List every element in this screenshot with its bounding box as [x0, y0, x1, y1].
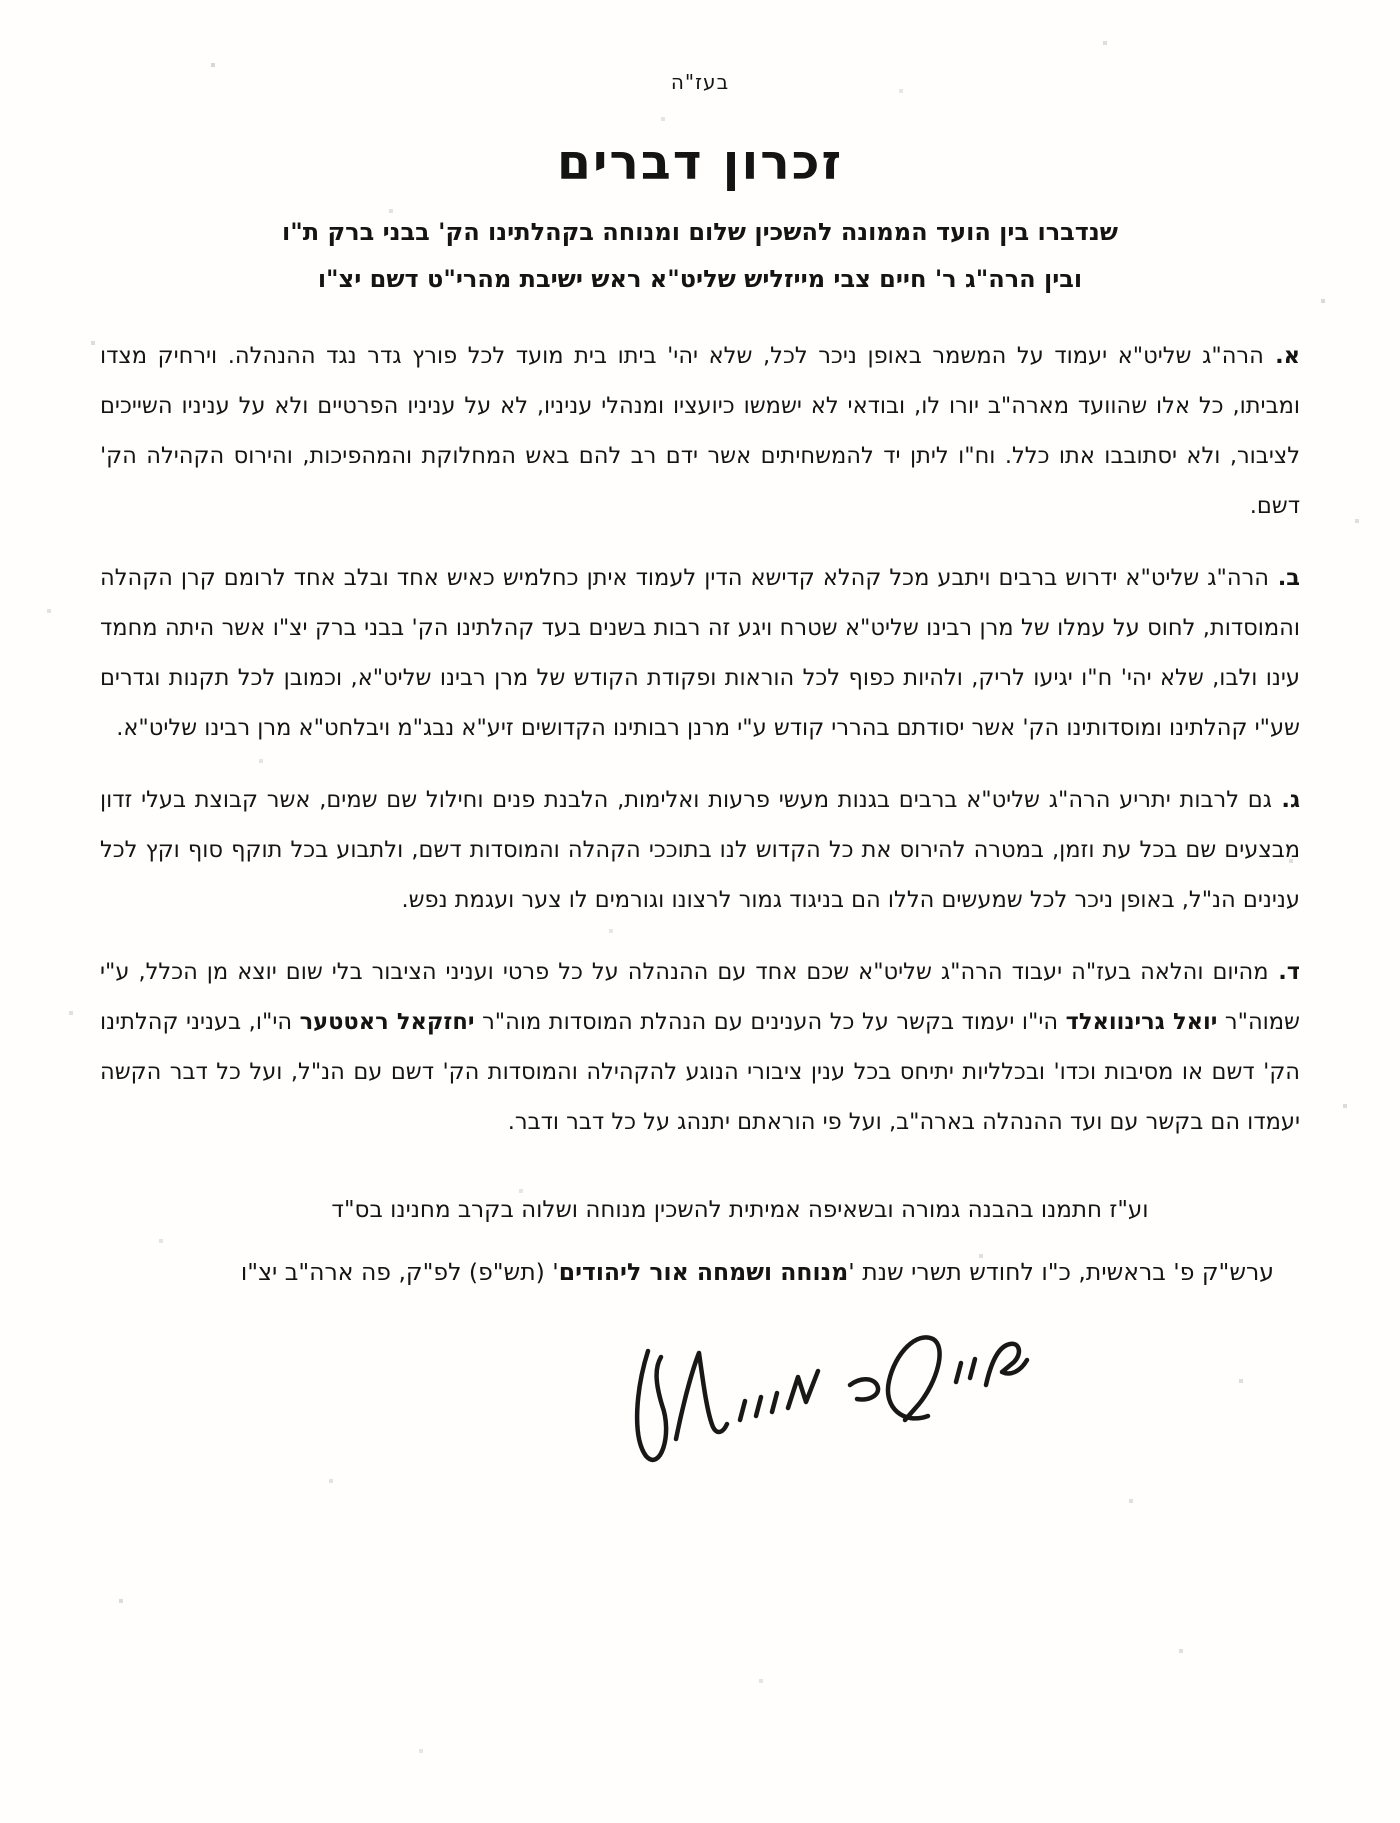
date-text: ' (תש"פ) לפ"ק, פה ארה"ב יצ"ו [240, 1258, 559, 1286]
paragraph-marker: א. [1263, 343, 1300, 369]
paragraph-text: הרה"ג שליט"א יעמוד על המשמר באופן ניכר לכל, שלא יהי' ביתו בית מועד לכל פורץ גדר נגד ההנהלה. וירחיק מצדו ומביתו, כל אלו שהוועד מארה"ב יורו לו, ובודאי לא ישמשו כיועציו ומנהלי עניניו, לא על עניניו הפרטיים ולא על עניניו השייכים לציבור, ולא יסתובבו אתו כלל. וח"ו ליתן יד להמשחיתים אשר ידם רב להם באש המחלוקת והמהפיכות, והירוס הקהילה הק' דשם. [100, 343, 1300, 519]
paragraph-text: מהיום והלאה בעז"ה יעבוד הרה"ג שליט"א שכם אחד עם ההנהלה על כל פרטי ועניני הציבור בלי שום יוצא מן הכלל, ע"י שמוה"ר [100, 959, 1300, 1035]
date-line [100, 1247, 1300, 1297]
paragraph-text: גם לרבות יתריע הרה"ג שליט"א ברבים בגנות מעשי פרעות ואלימות, הלבנת פנים וחילול שם שמים, אשר קבוצת בעלי זדון מבצעים שם בכל עת וזמן, במטרה להירוס את כל הקדוש לנו בתוככי הקהלה והמוסדות דשם, ולתבוע בכל תוקף סוף וקץ לכל ענינים הנ"ל, באופן ניכר לכל שמעשים הללו הם בניגוד גמור לרצונו וגורמים לו צער ועגמת נפש. [100, 787, 1300, 913]
paragraph-marker: ג. [1271, 787, 1300, 813]
year-chronogram: מנוחה ושמחה אור ליהודים [558, 1258, 849, 1286]
subtitle-line-1: שנדברו בין הועד הממונה להשכין שלום ומנוחה בקהלתינו הק' בבני ברק ת"ו [282, 218, 1118, 246]
date-text: ערש"ק פ' בראשית, כ"ו לחודש תשרי שנת ' [848, 1258, 1274, 1286]
paragraph-text: הי"ו, בעניני קהלתינו הק' דשם או מסיבות וכדו' ובכלליות יתיחס בכל ענין ציבורי הנוגע להקהילה והמוסדות הק' דשם עם הנ"ל, ועל כל דבר הקשה יעמדו הם בקשר עם ועד ההנהלה בארה"ב, ועל פי הוראתם יתנהג על כל דבר ודבר. [100, 1009, 1300, 1135]
paragraph-text: הי"ו יעמוד בקשר על כל הענינים עם הנהלת המוסדות מוה"ר [474, 1009, 1066, 1035]
bsd-header: בעז"ה [670, 70, 730, 94]
paragraph-beis [100, 553, 1300, 753]
paragraph-daled [100, 947, 1300, 1147]
closing-statement: וע"ז חתמנו בהבנה גמורה ובשאיפה אמיתית להשכין מנוחה ושלוה בקרב מחנינו בס"ד [331, 1197, 1149, 1223]
page-title: זכרון דברים [556, 134, 844, 191]
document-body [100, 331, 1300, 1147]
paragraph-text: הרה"ג שליט"א ידרוש ברבים ויתבע מכל קהלא קדישא הדין לעמוד איתן כחלמיש כאיש אחד ובלב אחד לרומם קרן הקהלה והמוסדות, לחוס על עמלו של מרן רבינו שליט"א שטרח ויגע זה רבות בשנים בעד קהלתינו הק' בבני ברק יצ"ו אשר היתה מחמד עינו ולבו, שלא יהי' ח"ו יגיעו לריק, ולהיות כפוף לכל הוראות ופקודת הקודש של מרן רבינו שליט"א, וכמובן לכל תקנות וגדרים שע"י קהלתינו ומוסדותינו הק' אשר יסודתם בהררי קודש ע"י מרנן רבותינו הקדושים זיע"א נבג"מ ויבלחט"א מרן רבינו שליט"א. [100, 565, 1300, 741]
emphasized-name: יואל גרינוואלד [1065, 1009, 1218, 1035]
subtitle-block [100, 209, 1300, 303]
signature [610, 1319, 1050, 1494]
paragraph-aleph [100, 331, 1300, 531]
paragraph-marker: ב. [1268, 565, 1300, 591]
emphasized-name: יחזקאל ראטטער [299, 1009, 475, 1035]
handwritten-signature-icon [610, 1319, 1050, 1494]
paragraph-marker: ד. [1268, 959, 1300, 985]
paragraph-gimmel [100, 775, 1300, 925]
subtitle-line-2: ובין הרה"ג ר' חיים צבי מייזליש שליט"א ראש ישיבת מהרי"ט דשם יצ"ו [317, 265, 1083, 293]
